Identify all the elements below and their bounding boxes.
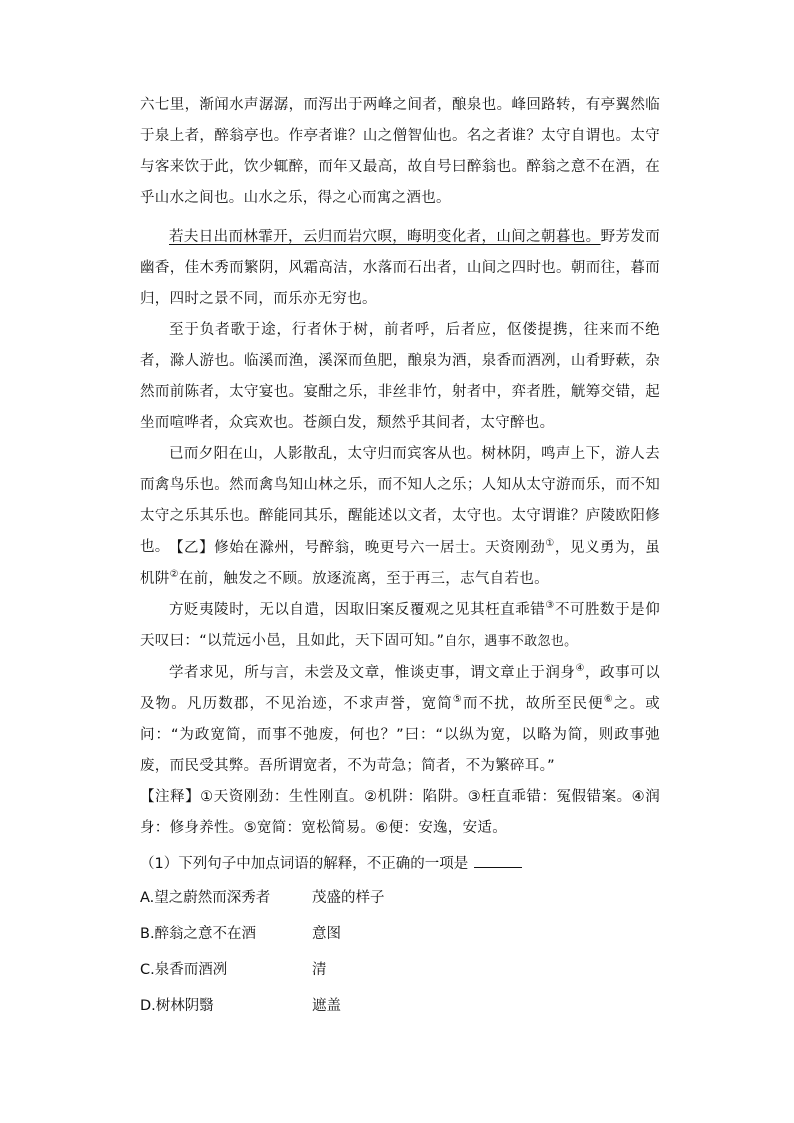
annotations-text: 【注释】①天资刚劲：生性刚直。②机阱：陷阱。③枉直乖错：冤假错案。④润身：修身养性。⑤宽简：宽松简易。⑥便：安逸，安适。 [140,789,660,836]
paragraph-7 [140,658,660,782]
option-b-sentence: B.醉翁之意不在酒 [140,926,257,942]
paragraph-5 [140,533,660,595]
paragraph-7-text-b: ，政事可以及物。凡历数郡，不见治迹，不求声誉，宽简 [140,665,660,712]
answer-blank[interactable] [474,855,522,868]
question-1 [140,852,522,873]
paragraph-3-text: 至于负者歌于途，行者休于树，前者呼，后者应，伛偻提携，往来而不绝者，滁人游也。临溪而渔，溪深而鱼肥，酿泉为酒，泉香而酒冽，山肴野蔌，杂然而前陈者，太守宴也。宴酣之乐，非丝非竹，射者中，弈者胜，觥筹交错，起坐而喧哗者，众宾欢也。苍颜白发，颓然乎其间者，太守醉也。 [140,322,660,431]
paragraph-6-text-a: 方贬夷陵时，无以自遣，因取旧案反覆观之见其枉直乖错 [169,602,546,618]
option-d-sentence: D.树林阴翳 [140,998,214,1014]
paragraph-7-text-c: 而不扰，故所至民便 [463,696,604,712]
paragraph-3 [140,315,660,439]
option-b-meaning: 意图 [312,926,341,942]
option-c-sentence: C.泉香而酒冽 [140,962,228,978]
footnote-marker-1: ① [545,538,555,550]
option-d-meaning: 遮盖 [312,998,341,1014]
footnote-marker-4: ④ [575,663,585,675]
option-a-sentence: A.望之蔚然而深秀者 [140,890,271,906]
annotations [140,782,660,844]
footnote-marker-3: ③ [545,600,555,612]
footnote-marker-2: ② [169,569,179,581]
underlined-sentence: 若夫日出而林霏开，云归而岩穴暝，晦明变化者，山间之朝暮也。 [169,229,601,245]
paragraph-1-text: 六七里，渐闻水声潺潺，而泻出于两峰之间者，酿泉也。峰回路转，有亭翼然临于泉上者，醉翁亭也。作亭者谁？山之僧智仙也。名之者谁？太守自谓也。太守与客来饮于此，饮少辄醉，而年又最高，故自号曰醉翁也。醉翁之意不在酒，在乎山水之间也。山水之乐，得之心而寓之酒也。 [140,97,660,206]
paragraph-5-text-a: 【乙】修始在滁州，号醉翁，晚更号六一居士。天资刚劲 [169,540,546,556]
paragraph-6 [140,595,660,657]
footnote-marker-5: ⑤ [452,694,463,706]
option-c-meaning: 清 [312,962,327,978]
paragraph-2-text: 野芳发而幽香，佳木秀而繁阴，风霜高洁，水落而石出者，山间之四时也。朝而往，暮而归，四时之景不同，而乐亦无穷也。 [140,229,661,307]
paragraph-5-text-b: ，见义勇为，虽机阱 [140,540,661,587]
question-1-text: （1）下列句子中加点词语的解释，不正确的一项是 [140,856,469,872]
paragraph-7-text-d: 之。或问：“为政宽简，而事不弛废，何也？”曰：“以纵为宽，以略为简，则政事弛废，而民受其弊。吾所谓宽者，不为苛急；简者，不为繁碎耳。” [140,696,661,774]
paragraph-6-text-b: 不可胜数于是仰天叹曰：“以荒远小邑，且如此，天下固可知。” [140,602,661,649]
paragraph-7-text-a: 学者求见，所与言，未尝及文章，惟谈吏事，谓文章止于润身 [169,665,576,681]
paragraph-2 [140,222,660,315]
paragraph-4-text: 已而夕阳在山，人影散乱，太守归而宾客从也。树林阴，鸣声上下，游人去而禽鸟乐也。然而禽鸟知山林之乐，而不知人之乐；人知从太守游而乐，而不知太守之乐其乐也。醉能同其乐，醒能述以文者，太守也。太守谓谁？庐陵欧阳修也。 [140,446,660,555]
footnote-marker-6: ⑥ [603,694,614,706]
paragraph-6-small-text: 自尔，遇事不敢忽也。 [444,634,578,649]
paragraph-1 [140,90,660,214]
paragraph-5-text-c: 在前，触发之不顾。放逐流离，至于再三，志气自若也。 [178,571,549,587]
option-a-meaning: 茂盛的样子 [312,890,385,906]
